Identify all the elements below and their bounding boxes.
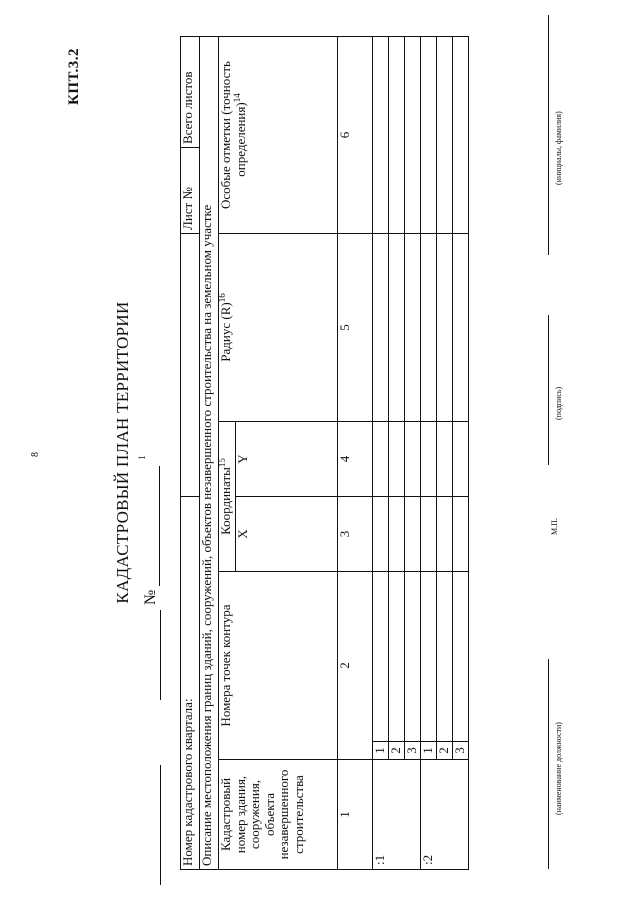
col1-header [219,760,338,870]
table-row [421,37,437,870]
header-row-1 [219,37,236,870]
group1-label: :1 [373,760,421,870]
y-cell[interactable] [437,422,453,497]
total-sheets-cell [181,37,200,148]
y-cell[interactable] [405,422,421,497]
coords-header-text: Координаты [218,467,233,535]
radius-cell[interactable] [405,234,421,422]
group2-label: :2 [421,760,469,870]
table-info-row [181,37,200,870]
number-label: № [142,589,159,605]
x-cell[interactable] [421,497,437,572]
contour-cell[interactable] [373,572,389,742]
stamp-place: М.П. [550,518,559,535]
contour-cell[interactable] [389,572,405,742]
number-footnote: 1 [137,455,147,460]
col-number-4: 4 [338,422,373,497]
table-description-row [200,37,219,870]
col2-header-text: Номера точек контура [218,604,233,727]
contour-cell[interactable] [453,572,469,742]
radius-cell[interactable] [437,234,453,422]
sheet-label: Лист № [180,187,195,230]
col-number-5: 5 [338,234,373,422]
y-cell[interactable] [389,422,405,497]
notes-header [219,37,338,234]
radius-footnote: 16 [217,293,227,303]
document-number-line [137,455,160,605]
position-line[interactable] [548,659,549,869]
col-number-6: 6 [338,37,373,234]
position-caption: (наименование должности) [554,722,563,815]
description-text: Описание местоположения границ зданий, сооружений, объектов незавершенного строительства на земельном участке [199,204,214,866]
notes-header-text: Особые отметки (точность определения) [218,61,248,209]
coords-footnote: 15 [217,458,227,468]
leader-line-left [160,765,161,885]
table-row [437,37,453,870]
notes-footnote: 14 [231,93,242,103]
col-number-2: 2 [338,572,373,760]
x-cell[interactable] [373,497,389,572]
radius-cell[interactable] [373,234,389,422]
notes-cell[interactable] [373,37,389,234]
point-number: 1 [421,742,437,760]
col2-header [219,572,338,760]
quarter-value-cell[interactable] [181,234,200,497]
notes-cell[interactable] [389,37,405,234]
col-number-1: 1 [338,760,373,870]
radius-cell[interactable] [389,234,405,422]
y-cell[interactable] [421,422,437,497]
x-header-text: X [235,529,250,539]
radius-cell[interactable] [453,234,469,422]
contour-cell[interactable] [405,572,421,742]
x-cell[interactable] [453,497,469,572]
notes-cell[interactable] [405,37,421,234]
x-cell[interactable] [389,497,405,572]
contour-cell[interactable] [421,572,437,742]
signature-line[interactable] [548,315,549,465]
table-row [389,37,405,870]
radius-cell[interactable] [421,234,437,422]
table-row [405,37,421,870]
point-number: 2 [389,742,405,760]
quarter-label: Номер кадастрового квартала: [180,698,195,866]
total-sheets-label: Всего листов [180,71,195,144]
name-line[interactable] [548,15,549,255]
point-number: 2 [437,742,453,760]
point-number: 3 [453,742,469,760]
radius-header-text: Радиус (R) [218,302,233,362]
y-cell[interactable] [373,422,389,497]
y-header-text: Y [235,454,250,464]
notes-cell[interactable] [437,37,453,234]
page-number: 8 [30,452,41,457]
point-number: 1 [373,742,389,760]
description-cell [200,37,219,870]
sheet-number-cell [181,148,200,234]
notes-cell[interactable] [453,37,469,234]
x-cell[interactable] [405,497,421,572]
table-row [373,37,389,870]
quarter-number-cell [181,497,200,870]
name-caption: (инициалы, фамилия) [554,111,563,185]
col1-header-text: Кадастровый номер здания, сооружения, объекта незавершенного строительства [218,769,306,860]
contour-cell[interactable] [437,572,453,742]
cadastral-table [180,36,469,870]
page-title: КАДАСТРОВЫЙ ПЛАН ТЕРРИТОРИИ [113,301,132,604]
x-cell[interactable] [437,497,453,572]
column-numbers-row [338,37,373,870]
y-cell[interactable] [453,422,469,497]
notes-cell[interactable] [421,37,437,234]
leader-line-right [160,610,161,700]
radius-header [219,234,338,422]
number-blank-field [145,466,160,586]
point-number: 3 [405,742,421,760]
coords-header [219,422,236,572]
table-row [453,37,469,870]
y-header [236,422,338,497]
signature-caption: (подпись) [554,386,563,420]
x-header [236,497,338,572]
col-number-3: 3 [338,497,373,572]
form-code: КПТ.3.2 [66,47,82,105]
